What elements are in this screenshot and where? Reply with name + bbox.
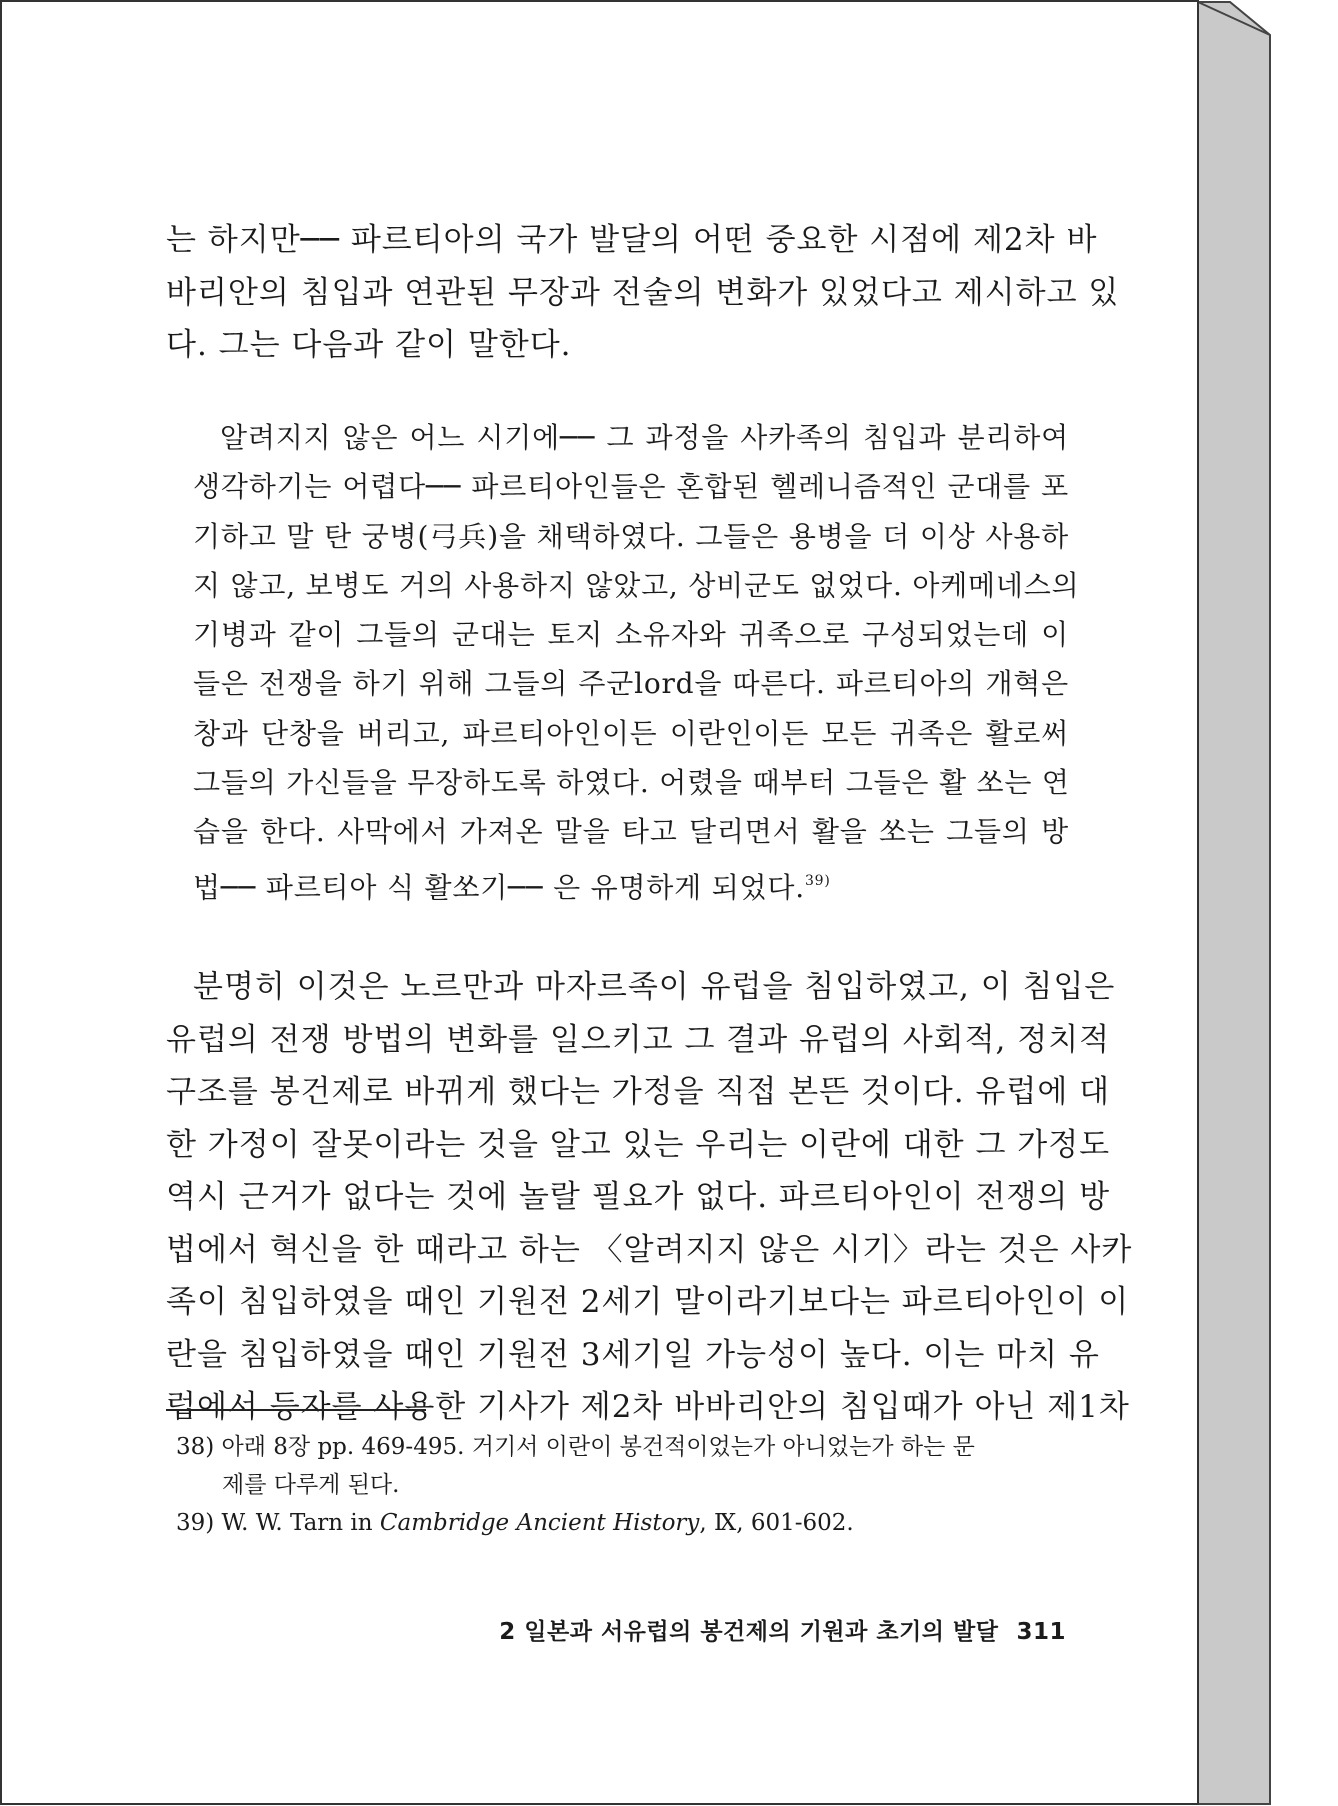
block-quote [193, 413, 1080, 912]
footnotes [176, 1428, 1069, 1542]
quote-line-last [193, 857, 1069, 912]
quote-line: 기하고 말 탄 궁병(弓兵)을 채택하였다. 그들은 용병을 더 이상 사용하 [193, 519, 1069, 553]
chapter-title: 2 일본과 서유럽의 봉건제의 기원과 초기의 발달 [499, 1619, 999, 1645]
text-line: 구조를 봉건제로 바뀌게 했다는 가정을 직접 본뜬 것이다. 유럽에 대 [166, 1074, 1111, 1110]
text-line: 법에서 혁신을 한 때라고 하는 〈알려지지 않은 시기〉라는 것은 사카 [166, 1231, 1133, 1268]
text-line: 역시 근거가 없다는 것에 놀랄 필요가 없다. 파르티아인이 전쟁의 방 [166, 1179, 1111, 1215]
text-line: 바리안의 침입과 연관된 무장과 전술의 변화가 있었다고 제시하고 있 [166, 274, 1120, 311]
text-line: 다. 그는 다음과 같이 말한다. [166, 327, 572, 363]
footnote-38: 38) 아래 8장 pp. 469-495. 거기서 이란이 봉건적이었는가 아니었는가 하는 문 [176, 1434, 975, 1460]
quote-line: 생각하기는 어렵다── 파르티아인들은 혼합된 헬레니즘적인 군대를 포 [193, 470, 1069, 504]
footnote-separator [166, 1409, 426, 1411]
footnote-38-continuation: 제를 다루게 된다. [222, 1472, 400, 1498]
footnote-39 [176, 1504, 1069, 1542]
footnote-reference-39[interactable]: 39) [804, 872, 831, 889]
text-line: 는 하지만── 파르티아의 국가 발달의 어떤 중요한 시점에 제2차 바 [166, 222, 1098, 258]
page-number: 311 [1016, 1619, 1066, 1645]
text-line: 분명히 이것은 노르만과 마자르족이 유럽을 침입하였고, 이 침입은 [193, 969, 1116, 1005]
text-line: 한 가정이 잘못이라는 것을 알고 있는 우리는 이란에 대한 그 가정도 [166, 1126, 1111, 1163]
text-line: 유럽의 전쟁 방법의 변화를 일으키고 그 결과 유럽의 사회적, 정치적 [166, 1021, 1111, 1058]
quote-line: 지 않고, 보병도 거의 사용하지 않았고, 상비군도 없었다. 아케메네스의 [193, 568, 1080, 602]
footnote-39-prefix: 39) W. W. Tarn in [176, 1510, 380, 1536]
text-line: 란을 침입하였을 때인 기원전 3세기일 가능성이 높다. 이는 마치 유 [166, 1336, 1100, 1373]
quote-line: 알려지지 않은 어느 시기에── 그 과정을 사카족의 침입과 분리하여 [220, 421, 1069, 454]
quote-line: 기병과 같이 그들의 군대는 토지 소유자와 귀족으로 구성되었는데 이 [193, 618, 1069, 652]
quote-line: 창과 단창을 버리고, 파르티아인이든 이란인이든 모든 귀족은 활로써 [193, 716, 1069, 750]
text-line: 족이 침입하였을 때인 기원전 2세기 말이라기보다는 파르티아인이 이 [166, 1284, 1130, 1320]
quote-line: 그들의 가신들을 무장하도록 하였다. 어렸을 때부터 그들은 활 쏘는 연 [193, 766, 1070, 800]
paragraph-2 [166, 961, 1133, 1434]
quote-line: 습을 한다. 사막에서 가져온 말을 타고 달리면서 활을 쏘는 그들의 방 [193, 815, 1069, 849]
paragraph-1 [166, 214, 1120, 372]
running-footer [166, 1613, 1066, 1646]
text-line: 럽에서 등자를 사용한 기사가 제2차 바바리안의 침입때가 아닌 제1차 [166, 1389, 1130, 1425]
quote-line-text: 법── 파르티아 식 활쏘기── 은 유명하게 되었다. [193, 870, 805, 904]
quote-line: 들은 전쟁을 하기 위해 그들의 주군lord을 따른다. 파르티아의 개혁은 [193, 667, 1069, 701]
footnote-39-suffix: , Ⅸ, 601-602. [699, 1510, 854, 1536]
footnote-39-title: Cambridge Ancient History [379, 1510, 700, 1536]
